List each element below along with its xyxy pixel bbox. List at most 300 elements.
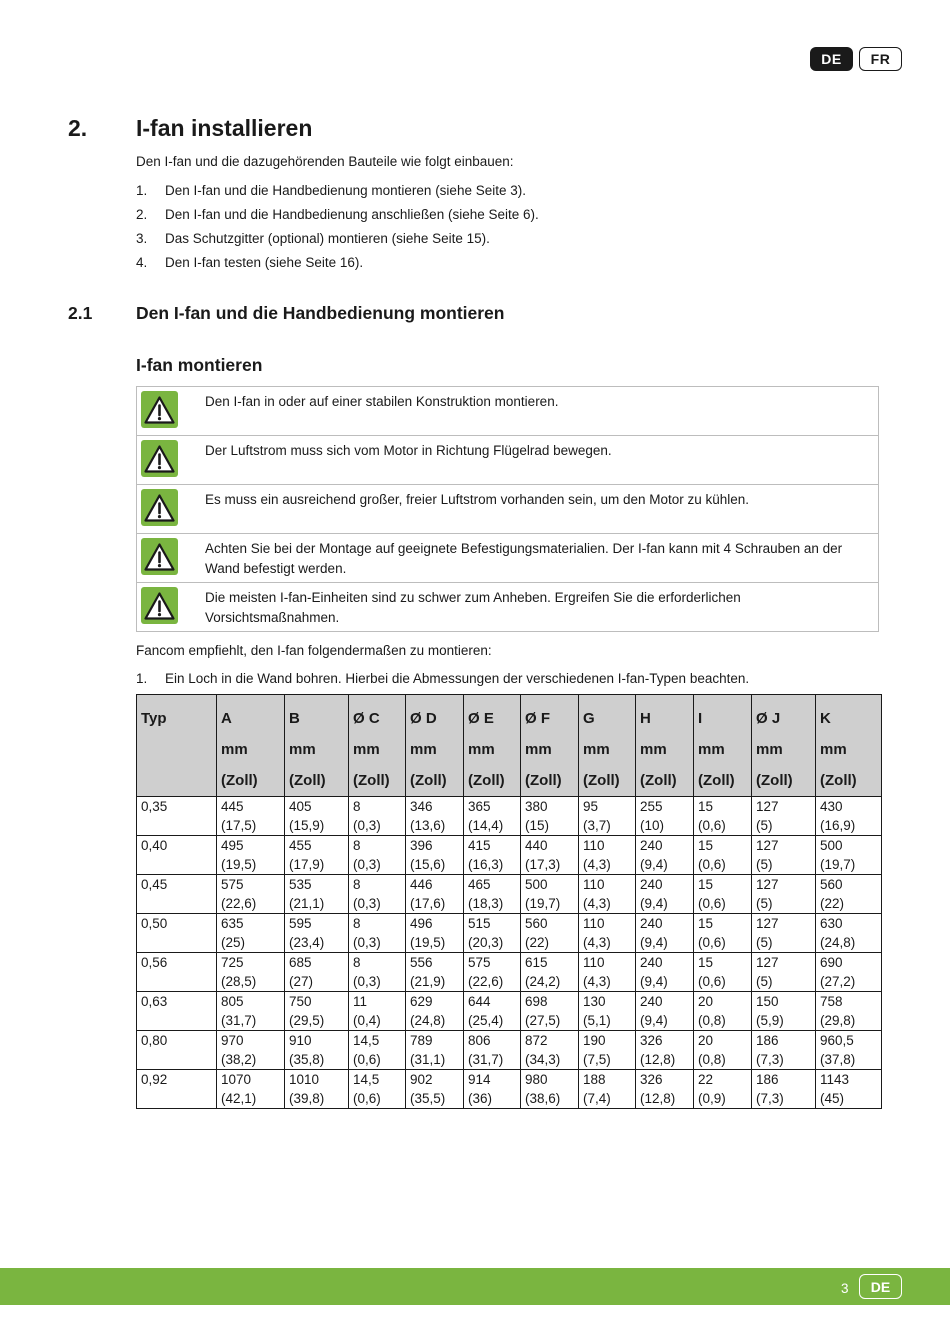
value-mm: 405: [289, 799, 312, 814]
table-cell: [285, 992, 349, 1031]
table-cell: [406, 953, 464, 992]
value-inch: (9,4): [640, 896, 668, 911]
value-mm: 500: [525, 877, 548, 892]
value-inch: (22): [525, 935, 550, 950]
header-sub: (Zoll): [820, 772, 857, 789]
value-mm: 186: [756, 1033, 779, 1048]
table-header-cell: [349, 695, 406, 797]
header-sub: (Zoll): [525, 772, 562, 789]
value-mm: 635: [221, 916, 244, 931]
value-inch: (23,4): [289, 935, 325, 950]
table-cell: [636, 1031, 694, 1070]
table-cell: [521, 836, 579, 875]
value-mm: 15: [698, 916, 714, 931]
header-name: Typ: [141, 710, 167, 727]
value-mm: 110: [583, 955, 605, 970]
table-cell: [636, 1070, 694, 1109]
table-cell: [636, 992, 694, 1031]
header-sub: (Zoll): [640, 772, 677, 789]
table-cell: [752, 836, 816, 875]
table-cell: [217, 1070, 285, 1109]
table-cell: [217, 914, 285, 953]
type-cell: [137, 797, 217, 836]
value-inch: (29,5): [289, 1013, 325, 1028]
value-mm: 500: [820, 838, 843, 853]
value-inch: (27,2): [820, 974, 856, 989]
table-cell: [579, 1031, 636, 1070]
table-cell: [579, 836, 636, 875]
value-inch: (5): [756, 818, 773, 833]
value-inch: (19,5): [410, 935, 446, 950]
value-mm: 240: [640, 838, 663, 853]
table-cell: [636, 953, 694, 992]
table-cell: [816, 953, 882, 992]
value-mm: 22: [698, 1072, 714, 1087]
value-inch: (5,1): [583, 1013, 611, 1028]
value-inch: (3,7): [583, 818, 611, 833]
value-mm: 914: [468, 1072, 491, 1087]
section-intro: Den I-fan und die dazugehörenden Bauteile wie folgt einbauen:: [136, 154, 514, 169]
value-mm: 575: [221, 877, 244, 892]
table-cell: [406, 1031, 464, 1070]
language-switch: [810, 47, 902, 71]
value-mm: 380: [525, 799, 548, 814]
value-inch: (22,6): [468, 974, 504, 989]
value-inch: (36): [468, 1091, 493, 1106]
value-inch: (0,3): [353, 935, 381, 950]
value-inch: (24,2): [525, 974, 561, 989]
value-mm: 1143: [820, 1072, 850, 1087]
type-value: 0,45: [141, 877, 168, 892]
list-text: Das Schutzgitter (optional) montieren (siehe Seite 15).: [165, 231, 490, 246]
type-value: 0,40: [141, 838, 168, 853]
table-cell: [464, 992, 521, 1031]
page-number: 3: [841, 1281, 849, 1296]
value-inch: (17,9): [289, 857, 325, 872]
value-inch: (7,3): [756, 1052, 784, 1067]
warning-icon-cell: [137, 485, 205, 533]
value-inch: (7,3): [756, 1091, 784, 1106]
footer-language-badge: DE: [859, 1274, 902, 1299]
value-inch: (0,3): [353, 818, 381, 833]
header-name: G: [583, 710, 595, 727]
value-inch: (45): [820, 1091, 845, 1106]
value-inch: (16,3): [468, 857, 504, 872]
value-mm: 445: [221, 799, 244, 814]
value-mm: 725: [221, 955, 244, 970]
value-inch: (0,6): [698, 818, 726, 833]
table-header-cell: [816, 695, 882, 797]
value-mm: 1070: [221, 1072, 252, 1087]
value-mm: 560: [525, 916, 548, 931]
value-inch: (17,5): [221, 818, 257, 833]
table-row: [137, 914, 882, 953]
table-cell: [285, 875, 349, 914]
table-cell: [464, 875, 521, 914]
value-mm: 415: [468, 838, 491, 853]
table-cell: [694, 953, 752, 992]
value-inch: (17,6): [410, 896, 446, 911]
table-cell: [406, 1070, 464, 1109]
value-mm: 685: [289, 955, 312, 970]
table-cell: [752, 1031, 816, 1070]
type-cell: [137, 836, 217, 875]
value-inch: (17,3): [525, 857, 561, 872]
table-cell: [816, 992, 882, 1031]
table-row: [137, 836, 882, 875]
value-mm: 15: [698, 838, 714, 853]
value-mm: 8: [353, 916, 361, 931]
value-mm: 629: [410, 994, 433, 1009]
table-cell: [349, 836, 406, 875]
table-header-cell: [636, 695, 694, 797]
value-inch: (37,8): [820, 1052, 856, 1067]
header-sub: (Zoll): [221, 772, 258, 789]
type-value: 0,56: [141, 955, 168, 970]
value-mm: 496: [410, 916, 433, 931]
type-cell: [137, 992, 217, 1031]
warning-triangle-icon: [141, 538, 178, 575]
table-cell: [464, 953, 521, 992]
value-mm: 758: [820, 994, 843, 1009]
table-cell: [406, 875, 464, 914]
type-value: 0,35: [141, 799, 168, 814]
value-inch: (0,9): [698, 1091, 726, 1106]
header-sub: (Zoll): [289, 772, 326, 789]
table-cell: [349, 992, 406, 1031]
table-cell: [521, 992, 579, 1031]
value-mm: 240: [640, 877, 663, 892]
list-text: Den I-fan testen (siehe Seite 16).: [165, 255, 364, 270]
value-inch: (4,3): [583, 935, 611, 950]
value-inch: (34,3): [525, 1052, 561, 1067]
table-cell: [694, 875, 752, 914]
table-cell: [285, 1070, 349, 1109]
value-inch: (29,8): [820, 1013, 856, 1028]
value-inch: (4,3): [583, 896, 611, 911]
language-de-button[interactable]: DE: [810, 47, 853, 71]
value-inch: (39,8): [289, 1091, 325, 1106]
value-inch: (7,4): [583, 1091, 611, 1106]
value-mm: 495: [221, 838, 244, 853]
list-number: 1.: [136, 183, 148, 198]
value-inch: (5): [756, 857, 773, 872]
table-cell: [752, 914, 816, 953]
table-header-cell: [285, 695, 349, 797]
warning-icon-cell: [137, 583, 205, 631]
list-text: Ein Loch in die Wand bohren. Hierbei die Abmessungen der verschiedenen I-fan-Typen beachten.: [165, 671, 750, 686]
value-mm: 20: [698, 994, 714, 1009]
table-header-cell: [217, 695, 285, 797]
table-cell: [752, 797, 816, 836]
table-cell: [694, 992, 752, 1031]
header-name: B: [289, 710, 300, 727]
value-mm: 127: [756, 799, 779, 814]
warning-text: Es muss ein ausreichend großer, freier Luftstrom vorhanden sein, um den Motor zu kühlen.: [205, 492, 750, 507]
table-cell: [694, 797, 752, 836]
header-unit: mm: [289, 741, 316, 758]
table-cell: [406, 992, 464, 1031]
value-inch: (38,6): [525, 1091, 561, 1106]
table-row: [137, 953, 882, 992]
header-unit: mm: [640, 741, 667, 758]
value-mm: 644: [468, 994, 491, 1009]
value-mm: 365: [468, 799, 491, 814]
list-number: 1.: [136, 671, 148, 686]
type-cell: [137, 1031, 217, 1070]
warning-text: Der Luftstrom muss sich vom Motor in Richtung Flügelrad bewegen.: [205, 443, 612, 458]
value-mm: 535: [289, 877, 312, 892]
value-mm: 190: [583, 1033, 606, 1048]
value-mm: 14,5: [353, 1033, 380, 1048]
header-name: Ø D: [410, 710, 437, 727]
recommendation-text: Fancom empfiehlt, den I-fan folgendermaßen zu montieren:: [136, 643, 492, 658]
table-row: [137, 797, 882, 836]
value-mm: 95: [583, 799, 599, 814]
table-cell: [464, 836, 521, 875]
table-cell: [816, 914, 882, 953]
value-inch: (0,3): [353, 857, 381, 872]
value-mm: 130: [583, 994, 606, 1009]
value-mm: 110: [583, 877, 605, 892]
footer-bar: [0, 1268, 950, 1305]
table-row: [137, 1031, 882, 1070]
table-cell: [752, 953, 816, 992]
table-cell: [464, 1031, 521, 1070]
list-number: 3.: [136, 231, 148, 246]
value-mm: 127: [756, 955, 779, 970]
value-mm: 805: [221, 994, 244, 1009]
value-inch: (19,7): [820, 857, 856, 872]
table-cell: [579, 992, 636, 1031]
value-inch: (24,8): [820, 935, 856, 950]
value-inch: (9,4): [640, 1013, 668, 1028]
warning-icon-cell: [137, 534, 205, 582]
header-unit: mm: [698, 741, 725, 758]
value-inch: (0,6): [698, 857, 726, 872]
value-inch: (27,5): [525, 1013, 561, 1028]
value-inch: (15,9): [289, 818, 325, 833]
list-number: 2.: [136, 207, 148, 222]
value-inch: (22): [820, 896, 845, 911]
value-inch: (5,9): [756, 1013, 784, 1028]
type-cell: [137, 1070, 217, 1109]
value-mm: 465: [468, 877, 491, 892]
table-cell: [217, 992, 285, 1031]
value-inch: (0,4): [353, 1013, 381, 1028]
value-inch: (0,6): [353, 1091, 381, 1106]
table-cell: [694, 836, 752, 875]
value-mm: 750: [289, 994, 312, 1009]
value-mm: 902: [410, 1072, 433, 1087]
table-cell: [464, 914, 521, 953]
value-inch: (7,5): [583, 1052, 611, 1067]
list-text: Den I-fan und die Handbedienung anschließen (siehe Seite 6).: [165, 207, 539, 222]
header-name: A: [221, 710, 232, 727]
table-cell: [285, 836, 349, 875]
table-cell: [406, 914, 464, 953]
value-mm: 127: [756, 877, 779, 892]
value-mm: 575: [468, 955, 491, 970]
value-mm: 14,5: [353, 1072, 380, 1087]
table-cell: [464, 1070, 521, 1109]
table-header-cell: [137, 695, 217, 797]
table-cell: [521, 914, 579, 953]
type-value: 0,63: [141, 994, 168, 1009]
header-sub: (Zoll): [756, 772, 793, 789]
list-text: Den I-fan und die Handbedienung montieren (siehe Seite 3).: [165, 183, 526, 198]
value-mm: 188: [583, 1072, 606, 1087]
header-name: Ø F: [525, 710, 550, 727]
table-cell: [752, 875, 816, 914]
table-cell: [406, 797, 464, 836]
warning-text: Achten Sie bei der Montage auf geeignete Befestigungsmaterialien. Der I-fan kann mit 4 Schrauben an der Wand befestigt werden.: [205, 541, 843, 576]
table-cell: [816, 1031, 882, 1070]
value-mm: 960,5: [820, 1033, 854, 1048]
header-name: Ø J: [756, 710, 781, 727]
value-inch: (20,3): [468, 935, 504, 950]
value-inch: (25,4): [468, 1013, 504, 1028]
value-inch: (0,6): [698, 896, 726, 911]
dimensions-table: [136, 694, 882, 1109]
table-header-cell: [406, 695, 464, 797]
header-sub: (Zoll): [468, 772, 505, 789]
value-inch: (16,9): [820, 818, 856, 833]
warning-row: [137, 534, 878, 583]
type-value: 0,50: [141, 916, 168, 931]
value-mm: 150: [756, 994, 779, 1009]
value-mm: 430: [820, 799, 843, 814]
value-inch: (5): [756, 896, 773, 911]
header-unit: mm: [756, 741, 783, 758]
value-mm: 872: [525, 1033, 548, 1048]
header-unit: mm: [410, 741, 437, 758]
table-header-cell: [694, 695, 752, 797]
value-mm: 186: [756, 1072, 779, 1087]
table-header-cell: [752, 695, 816, 797]
table-cell: [694, 914, 752, 953]
value-inch: (0,6): [353, 1052, 381, 1067]
value-mm: 980: [525, 1072, 548, 1087]
value-mm: 515: [468, 916, 491, 931]
value-mm: 455: [289, 838, 312, 853]
value-mm: 255: [640, 799, 663, 814]
value-inch: (18,3): [468, 896, 504, 911]
table-cell: [464, 797, 521, 836]
warning-row: [137, 436, 878, 485]
table-cell: [217, 797, 285, 836]
header-unit: mm: [353, 741, 380, 758]
table-cell: [285, 953, 349, 992]
value-inch: (27): [289, 974, 314, 989]
table-row: [137, 1070, 882, 1109]
subheading: I-fan montieren: [136, 355, 263, 375]
value-mm: 127: [756, 916, 779, 931]
header-unit: mm: [525, 741, 552, 758]
table-cell: [349, 1031, 406, 1070]
table-row: [137, 992, 882, 1031]
table-cell: [579, 1070, 636, 1109]
value-mm: 806: [468, 1033, 491, 1048]
table-header-cell: [464, 695, 521, 797]
value-mm: 8: [353, 838, 361, 853]
value-mm: 127: [756, 838, 779, 853]
table-cell: [752, 1070, 816, 1109]
table-cell: [694, 1031, 752, 1070]
warning-row: [137, 485, 878, 534]
value-inch: (4,3): [583, 974, 611, 989]
table-cell: [521, 797, 579, 836]
language-fr-button[interactable]: FR: [859, 47, 902, 71]
value-mm: 8: [353, 877, 361, 892]
value-inch: (22,6): [221, 896, 257, 911]
value-mm: 595: [289, 916, 312, 931]
value-mm: 440: [525, 838, 548, 853]
value-inch: (9,4): [640, 974, 668, 989]
value-mm: 396: [410, 838, 433, 853]
value-mm: 690: [820, 955, 843, 970]
table-cell: [636, 836, 694, 875]
warning-row: [137, 583, 878, 631]
value-inch: (15,6): [410, 857, 446, 872]
value-mm: 970: [221, 1033, 244, 1048]
value-inch: (12,8): [640, 1091, 676, 1106]
table-cell: [579, 797, 636, 836]
value-inch: (31,1): [410, 1052, 446, 1067]
table-row: [137, 875, 882, 914]
warning-icon-cell: [137, 387, 205, 435]
value-mm: 615: [525, 955, 548, 970]
value-inch: (9,4): [640, 857, 668, 872]
table-cell: [217, 953, 285, 992]
value-inch: (21,1): [289, 896, 325, 911]
header-name: K: [820, 710, 831, 727]
warning-row: [137, 387, 878, 436]
section-title: I-fan installieren: [136, 115, 313, 141]
value-mm: 20: [698, 1033, 714, 1048]
value-inch: (0,6): [698, 935, 726, 950]
value-mm: 8: [353, 955, 361, 970]
table-cell: [816, 836, 882, 875]
table-cell: [406, 836, 464, 875]
table-cell: [816, 1070, 882, 1109]
value-inch: (14,4): [468, 818, 504, 833]
header-sub: (Zoll): [353, 772, 390, 789]
value-mm: 560: [820, 877, 843, 892]
value-inch: (15): [525, 818, 550, 833]
value-inch: (10): [640, 818, 665, 833]
table-cell: [636, 875, 694, 914]
value-mm: 326: [640, 1072, 663, 1087]
value-mm: 910: [289, 1033, 312, 1048]
table-cell: [217, 1031, 285, 1070]
value-inch: (35,5): [410, 1091, 446, 1106]
value-mm: 630: [820, 916, 843, 931]
warning-triangle-icon: [141, 440, 178, 477]
warning-triangle-icon: [141, 489, 178, 526]
table-header-cell: [521, 695, 579, 797]
value-inch: (0,8): [698, 1052, 726, 1067]
table-cell: [752, 992, 816, 1031]
value-mm: 15: [698, 877, 714, 892]
value-inch: (0,3): [353, 974, 381, 989]
table-cell: [816, 797, 882, 836]
header-name: Ø C: [353, 710, 380, 727]
table-cell: [349, 914, 406, 953]
value-inch: (21,9): [410, 974, 446, 989]
table-cell: [579, 914, 636, 953]
value-mm: 15: [698, 799, 714, 814]
